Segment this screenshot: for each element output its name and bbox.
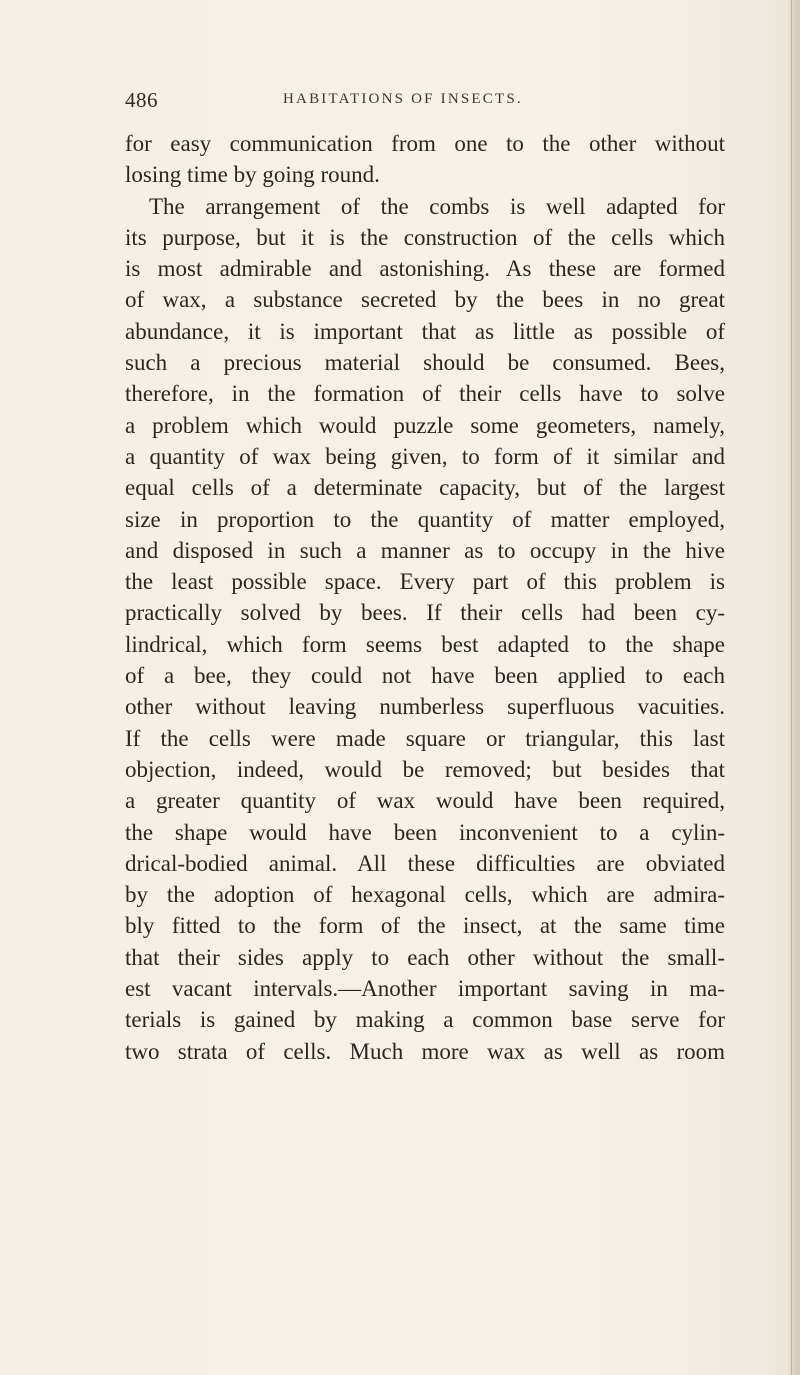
text-line: losing time by going round. xyxy=(125,162,380,188)
text-line: of wax, a substance secreted by the bees in no great xyxy=(125,287,725,313)
body-text xyxy=(125,128,725,1067)
ink-speck xyxy=(716,1046,726,1056)
text-line: for easy communication from one to the other without xyxy=(125,131,725,156)
text-line: therefore, in the formation of their cells have to solve xyxy=(125,381,725,407)
text-line: the least possible space. Every part of this problem is xyxy=(125,569,725,595)
page-number: 486 xyxy=(125,88,158,112)
text-line: practically solved by bees. If their cells had been cy- xyxy=(125,600,725,626)
text-line: If the cells were made square or triangular, this last xyxy=(125,725,725,751)
text-line: and disposed in such a manner as to occupy in the hive xyxy=(125,537,725,563)
text-line: abundance, it is important that as little as possible of xyxy=(125,318,725,344)
text-line: its purpose, but it is the construction of the cells which xyxy=(125,224,725,250)
text-line: terials is gained by making a common base serve for xyxy=(125,1007,725,1033)
text-line: a problem which would puzzle some geometers, namely, xyxy=(125,412,725,438)
text-line: of a bee, they could not have been applied to each xyxy=(125,663,725,689)
running-head xyxy=(125,88,725,118)
running-title: HABITATIONS OF INSECTS. xyxy=(283,91,523,107)
page-binding-edge xyxy=(786,0,800,1375)
text-line: est vacant intervals.—Another important saving in ma- xyxy=(125,976,725,1002)
text-line: other without leaving numberless superfluous vacuities. xyxy=(125,694,725,720)
text-line: that their sides apply to each other without the small- xyxy=(125,944,725,970)
text-line: two strata of cells. Much more wax as well as room xyxy=(125,1038,725,1064)
text-line: a quantity of wax being given, to form of it similar and xyxy=(125,443,725,469)
text-line: The arrangement of the combs is well adapted for xyxy=(149,193,725,219)
text-line: such a precious material should be consumed. Bees, xyxy=(125,350,725,376)
text-line: a greater quantity of wax would have been required, xyxy=(125,788,725,814)
text-line: the shape would have been inconvenient to a cylin- xyxy=(125,819,725,845)
text-line: is most admirable and astonishing. As these are formed xyxy=(125,256,725,282)
text-line: size in proportion to the quantity of matter employed, xyxy=(125,506,725,532)
text-line: equal cells of a determinate capacity, but of the largest xyxy=(125,475,725,501)
text-line: by the adoption of hexagonal cells, which are admira- xyxy=(125,882,725,908)
text-line: bly fitted to the form of the insect, at the same time xyxy=(125,913,725,939)
text-line: objection, indeed, would be removed; but besides that xyxy=(125,756,725,782)
page-fold-line xyxy=(791,0,792,1375)
text-line: lindrical, which form seems best adapted to the shape xyxy=(125,631,725,657)
text-line: drical-bodied animal. All these difficulties are obviated xyxy=(125,850,725,876)
